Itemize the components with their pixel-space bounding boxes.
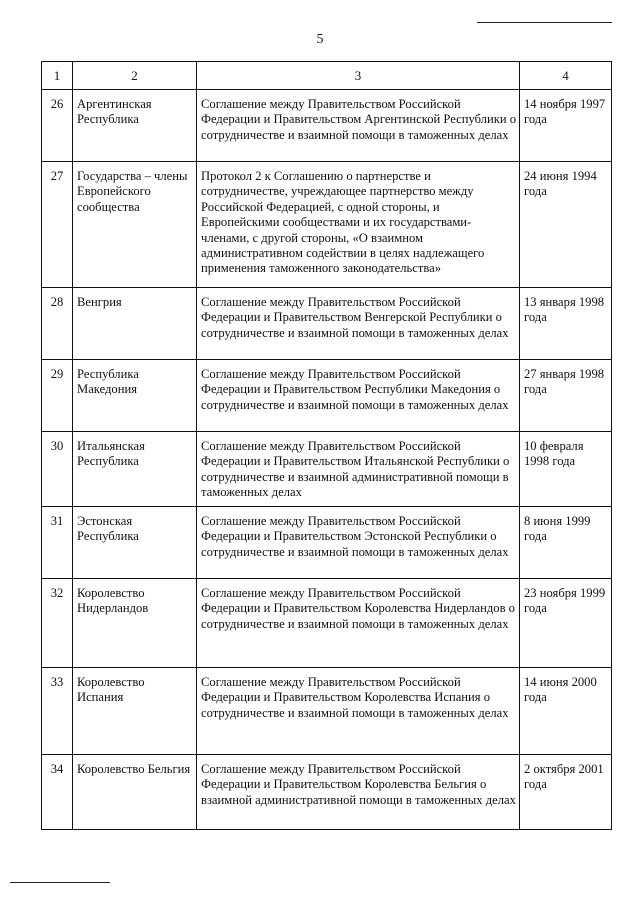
row-agreement: Соглашение между Правительством Российской Федерации и Правительством Аргентинской Республики о сотрудничестве и взаимной помощи в таможенных делах: [197, 90, 520, 162]
row-date: 14 ноября 1997 года: [520, 90, 612, 162]
row-country: Итальянская Республика: [73, 432, 197, 507]
row-country: Королевство Бельгия: [73, 755, 197, 830]
row-agreement: Соглашение между Правительством Российской Федерации и Правительством Итальянской Республики о сотрудничестве и взаимной административной помощи в таможенных делах: [197, 432, 520, 507]
row-country: Республика Македония: [73, 360, 197, 432]
row-agreement: Соглашение между Правительством Российской Федерации и Правительством Эстонской Республики о сотрудничестве и взаимной помощи в таможенных делах: [197, 507, 520, 579]
row-country: Эстонская Республика: [73, 507, 197, 579]
table-row: [42, 288, 612, 360]
table-row: [42, 755, 612, 830]
row-number: 31: [42, 507, 73, 579]
row-agreement: Протокол 2 к Соглашению о партнерстве и сотрудничестве, учреждающее партнерство между Российской Федерацией, с одной стороны, и Европейскими сообществами и их государствами-членами, с другой стороны, «О взаимном административном содействии в целях надлежащего применения таможенного законодательства»: [197, 162, 520, 288]
row-agreement: Соглашение между Правительством Российской Федерации и Правительством Королевства Бельгия о взаимной административной помощи в таможенных делах: [197, 755, 520, 830]
table-row: [42, 432, 612, 507]
row-country: Государства – члены Европейского сообщества: [73, 162, 197, 288]
table-row: [42, 360, 612, 432]
column-header-country: 2: [73, 62, 197, 90]
row-number: 34: [42, 755, 73, 830]
row-number: 33: [42, 668, 73, 755]
row-agreement: Соглашение между Правительством Российской Федерации и Правительством Венгерской Республики о сотрудничестве и взаимной помощи в таможенных делах: [197, 288, 520, 360]
row-agreement: Соглашение между Правительством Российской Федерации и Правительством Королевства Нидерландов о сотрудничестве и взаимной помощи в таможенных делах: [197, 579, 520, 668]
page-number: 5: [316, 32, 324, 47]
row-country: Королевство Нидерландов: [73, 579, 197, 668]
row-country: Королевство Испания: [73, 668, 197, 755]
header-rule: [477, 22, 612, 23]
table-row: [42, 162, 612, 288]
column-header-number: 1: [42, 62, 73, 90]
row-number: 32: [42, 579, 73, 668]
row-date: 8 июня 1999 года: [520, 507, 612, 579]
row-number: 28: [42, 288, 73, 360]
row-date: 13 января 1998 года: [520, 288, 612, 360]
table-row: [42, 579, 612, 668]
row-country: Венгрия: [73, 288, 197, 360]
row-number: 30: [42, 432, 73, 507]
row-date: 2 октября 2001 года: [520, 755, 612, 830]
table-row: [42, 668, 612, 755]
row-number: 26: [42, 90, 73, 162]
row-agreement: Соглашение между Правительством Российской Федерации и Правительством Республики Македония о сотрудничестве и взаимной помощи в таможенных делах: [197, 360, 520, 432]
row-date: 27 января 1998 года: [520, 360, 612, 432]
row-number: 29: [42, 360, 73, 432]
row-date: 10 февраля 1998 года: [520, 432, 612, 507]
row-agreement: Соглашение между Правительством Российской Федерации и Правительством Королевства Испания о сотрудничестве и взаимной помощи в таможенных делах: [197, 668, 520, 755]
footnote-rule: [10, 882, 110, 883]
column-header-date: 4: [520, 62, 612, 90]
table-row: [42, 90, 612, 162]
row-date: 14 июня 2000 года: [520, 668, 612, 755]
row-date: 24 июня 1994 года: [520, 162, 612, 288]
row-number: 27: [42, 162, 73, 288]
agreements-table: [41, 61, 612, 830]
table-header-row: [42, 62, 612, 90]
column-header-agreement: 3: [197, 62, 520, 90]
row-country: Аргентинская Республика: [73, 90, 197, 162]
row-date: 23 ноября 1999 года: [520, 579, 612, 668]
table-row: [42, 507, 612, 579]
